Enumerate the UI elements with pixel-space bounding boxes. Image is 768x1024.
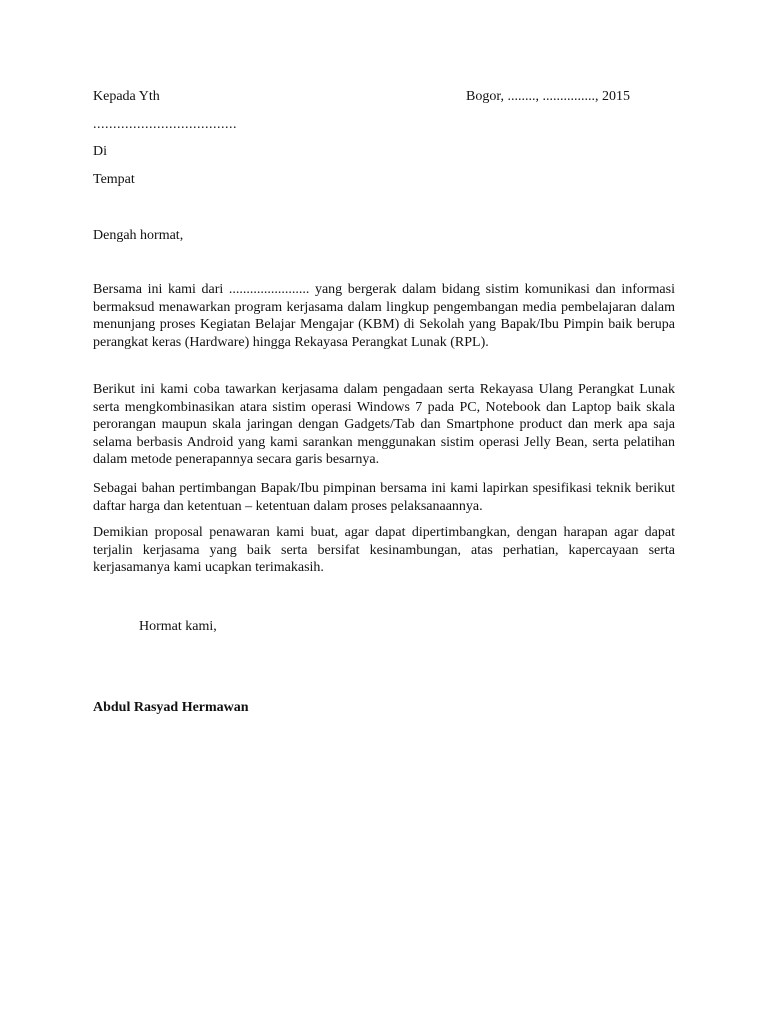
- closing: Hormat kami,: [139, 619, 217, 634]
- place-date: Bogor, ........, ..............., 2015: [466, 89, 630, 104]
- body-paragraph-1: Bersama ini kami dari ....................... yang bergerak dalam bidang sistim komunikasi dan informasi bermaksud menawarkan program kerjasama dalam lingkup pengembangan media pembelajaran dalam menunjang proses Kegiatan Belajar Mengajar (KBM) di Sekolah yang Bapak/Ibu Pimpin baik berupa perangkat keras (Hardware) hingga Rekayasa Perangkat Lunak (RPL).: [93, 282, 675, 350]
- recipient-name-placeholder: ....................................: [93, 117, 237, 132]
- body-paragraph-2: Berikut ini kami coba tawarkan kerjasama dalam pengadaan serta Rekayasa Ulang Perangkat Lunak serta mengkombinasikan atara sistim operasi Windows 7 pada PC, Notebook dan Laptop baik skala perorangan maupun skala jaringan dengan Gadgets/Tab dan Smartphone product dan merk apa saja selama berbasis Android yang kami sarankan menggunakan sistim operasi Jelly Bean, serta pelatihan dalam metode penerapannya secara garis besarnya.: [93, 382, 675, 468]
- recipient-place: Tempat: [93, 172, 135, 187]
- body-paragraph-3: Sebagai bahan pertimbangan Bapak/Ibu pimpinan bersama ini kami lapirkan spesifikasi teknik berikut daftar harga dan ketentuan – ketentuan dalam proses pelaksanaannya.: [93, 481, 675, 514]
- signatory-name: Abdul Rasyad Hermawan: [93, 700, 249, 715]
- recipient-di: Di: [93, 144, 107, 159]
- salutation: Dengah hormat,: [93, 228, 184, 243]
- recipient-label: Kepada Yth: [93, 89, 160, 104]
- body-paragraph-4: Demikian proposal penawaran kami buat, agar dapat dipertimbangkan, dengan harapan agar dapat terjalin kerjasama yang baik serta bersifat kesinambungan, atas perhatian, kapercayaan serta kerjasamanya kami ucapkan terimakasih.: [93, 525, 675, 576]
